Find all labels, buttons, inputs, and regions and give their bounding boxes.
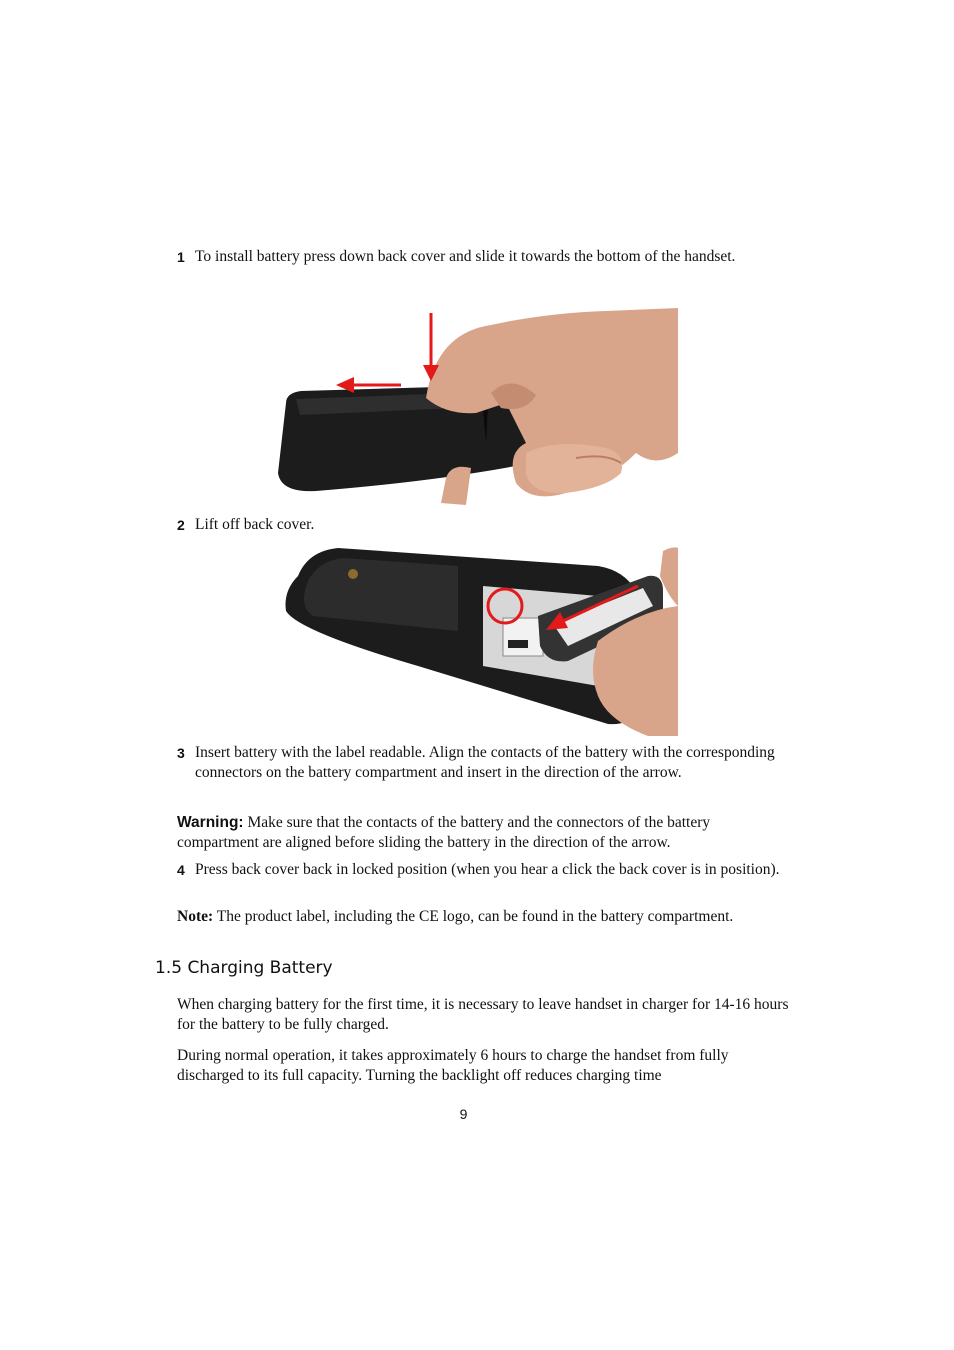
photo-press-back-cover	[276, 303, 678, 505]
step-number: 3	[177, 745, 185, 761]
step-number: 2	[177, 517, 185, 533]
warning-paragraph	[177, 813, 789, 853]
note-label: Note:	[177, 908, 214, 925]
note-text: The product label, including the CE logo, can be found in the battery compartment.	[213, 908, 734, 925]
step-number: 4	[177, 862, 185, 878]
page-number: 9	[459, 1106, 468, 1122]
step-text: Lift off back cover.	[195, 516, 315, 533]
step-text: Insert battery with the label readable. Align the contacts of the battery with the corresponding connectors on the battery compartment and insert in the direction of the arrow.	[195, 744, 775, 781]
step-1	[177, 247, 789, 267]
body-paragraph: During normal operation, it takes approximately 6 hours to charge the handset from fully discharged to its full capacity. Turning the backlight off reduces charging time	[177, 1047, 729, 1084]
step-number: 1	[177, 249, 185, 265]
step-text: To install battery press down back cover and slide it towards the bottom of the handset.	[195, 248, 736, 265]
section-heading: 1.5 Charging Battery	[155, 958, 333, 978]
body-paragraph: When charging battery for the first time, it is necessary to leave handset in charger for 14-16 hours for the battery to be fully charged.	[177, 996, 789, 1033]
photo-insert-battery	[268, 536, 678, 736]
warning-text: Make sure that the contacts of the battery and the connectors of the battery compartment are aligned before sliding the battery in the direction of the arrow.	[177, 814, 711, 851]
warning-label: Warning:	[177, 814, 244, 831]
step-text: Press back cover back in locked position (when you hear a click the back cover is in position).	[195, 861, 780, 878]
step-2	[177, 515, 789, 535]
step-3	[177, 743, 789, 783]
step-4	[177, 860, 789, 880]
note-paragraph	[177, 907, 789, 927]
